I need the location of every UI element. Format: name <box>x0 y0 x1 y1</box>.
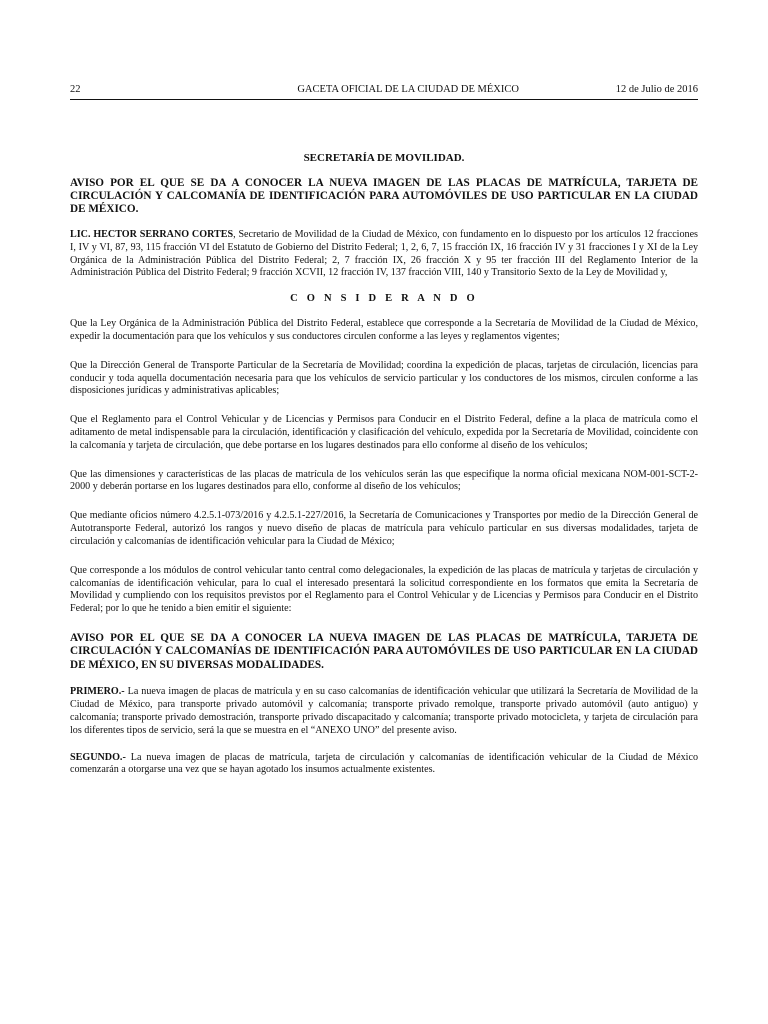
aviso-title-2: AVISO POR EL QUE SE DA A CONOCER LA NUEVA IMAGEN DE LAS PLACAS DE MATRÍCULA, TARJETA DE CIRCULACIÓN Y CALCOMANÍAS DE IDENTIFICACIÓN PARA AUTOMÓVILES DE USO PARTICULAR EN LA CIUDAD DE MÉXICO, EN SU DIVERSAS MODALIDADES. <box>70 631 698 671</box>
primero-lead: PRIMERO.- <box>70 686 125 698</box>
considerando-heading: C O N S I D E R A N D O <box>290 293 478 305</box>
gazette-page <box>70 84 698 777</box>
agency-heading: SECRETARÍA DE MOVILIDAD. <box>303 151 465 164</box>
primero-text: La nueva imagen de placas de matrícula y en su caso calcomanías de identificación vehicular que utilizará la Secretaría de Movilidad de la Ciudad de México, para transporte privado automóvil y calcomanía; transporte privado remolque, transporte privado automóvil (auto antiguo) y calcomanía; transporte privado demostración, transporte privado discapacitado y calcomanía; transporte privado motocicleta, y tarjeta de circulación para los diferentes tipos de servicio, será la que se muestra en el “ANEXO UNO” del presente aviso. <box>70 686 698 736</box>
aviso-title: AVISO POR EL QUE SE DA A CONOCER LA NUEVA IMAGEN DE LAS PLACAS DE MATRÍCULA, TARJETA DE CIRCULACIÓN Y CALCOMANÍA DE IDENTIFICACIÓN PARA AUTOMÓVILES DE USO PARTICULAR EN LA CIUDAD DE MÉXICO. <box>70 176 698 216</box>
primero-paragraph <box>70 686 698 737</box>
publication-date: 12 de Julio de 2016 <box>615 84 698 95</box>
publication-title: GACETA OFICIAL DE LA CIUDAD DE MÉXICO <box>297 84 519 95</box>
segundo-text: La nueva imagen de placas de matrícula, tarjeta de circulación y calcomanías de identificación vehicular de la Ciudad de México comenzarán a otorgarse una vez que se hayan agotado los insumos actualmente existentes. <box>70 751 698 776</box>
page-number: 22 <box>70 84 81 95</box>
segundo-lead: SEGUNDO.- <box>70 751 126 763</box>
considerando-paragraph: Que mediante oficios número 4.2.5.1-073/2016 y 4.2.5.1-227/2016, la Secretaría de Comunicaciones y Transportes por medio de la Dirección General de Autotransporte Federal, autorizó los rangos y nuevo diseño de placas de matrícula para vehículo particular en sus diversas modalidades, tarjeta de circulación y calcomanías de identificación vehicular para la Ciudad de México; <box>70 510 698 547</box>
considerando-paragraph: Que la Dirección General de Transporte Particular de la Secretaría de Movilidad; coordina la expedición de placas, tarjetas de circulación, licencias para conducir y toda aquella documentación necesaria para que los vehículos de servicio particular y los conductores de los mismos, circulen conforme a las disposiciones jurídicas y administrativas aplicables; <box>70 359 698 397</box>
page-header <box>70 84 698 100</box>
segundo-paragraph <box>70 752 698 778</box>
considerando-paragraph: Que la Ley Orgánica de la Administración Pública del Distrito Federal, establece que corresponde a la Secretaría de Movilidad de la Ciudad de México, expedir la documentación para que los vehículos y sus conductores circulen conforme a las leyes y reglamentos vigentes; <box>70 318 698 342</box>
signer-text: , Secretario de Movilidad de la Ciudad de México, con fundamento en lo dispuesto por los artículos 12 fracciones I, IV y VI, 87, 93, 115 fracción VI del Estatuto de Gobierno del Distrito Federal; 1, 2, 6, 7, 15 fracción IX, 16 fracción IV y 31 fracciones I y XI de la Ley Orgánica de la Administración Pública del Distrito Federal; 2, 7 fracción IX, 26 fracción X y 95 ter fracción III del Reglamento Interior de la Administración Pública del Distrito Federal; 9 fracción XCVII, 12 fracción IV, 137 fracción VIII, 140 y Transitorio Sexto de la Ley de Movilidad y, <box>70 228 698 279</box>
considerando-paragraph: Que el Reglamento para el Control Vehicular y de Licencias y Permisos para Conducir en el Distrito Federal, define a la placa de matrícula como el aditamento de metal indispensable para la circulación, identificación y clasificación del vehículo, expedida por la Secretaría de Movilidad, coincidente con la calcomanía y tarjeta de circulación, que debe portarse en los lugares destinados para ello conforme al diseño de los vehículos; <box>70 414 698 451</box>
signer-name: LIC. HECTOR SERRANO CORTES <box>70 228 234 240</box>
considerando-paragraph: Que corresponde a los módulos de control vehicular tanto central como delegacionales, la expedición de las placas de matrícula y tarjetas de circulación y calcomanías de identificación vehicular, para lo cual el interesado presentará la solicitud correspondiente en los formatos que emita la Secretaría de Movilidad y cumpliendo con los requisitos previstos por el Reglamento para el Control Vehicular y de Licencias y Permisos para Conducir en el Distrito Federal; por lo que he tenido a bien emitir el siguiente: <box>70 564 698 615</box>
considerando-paragraph: Que las dimensiones y características de las placas de matrícula de los vehículos serán las que especifique la norma oficial mexicana NOM-001-SCT-2-2000 y deberán portarse en los lugares destinados para ello, conforme al diseño de los vehículos; <box>70 468 698 493</box>
signer-paragraph <box>70 229 698 280</box>
